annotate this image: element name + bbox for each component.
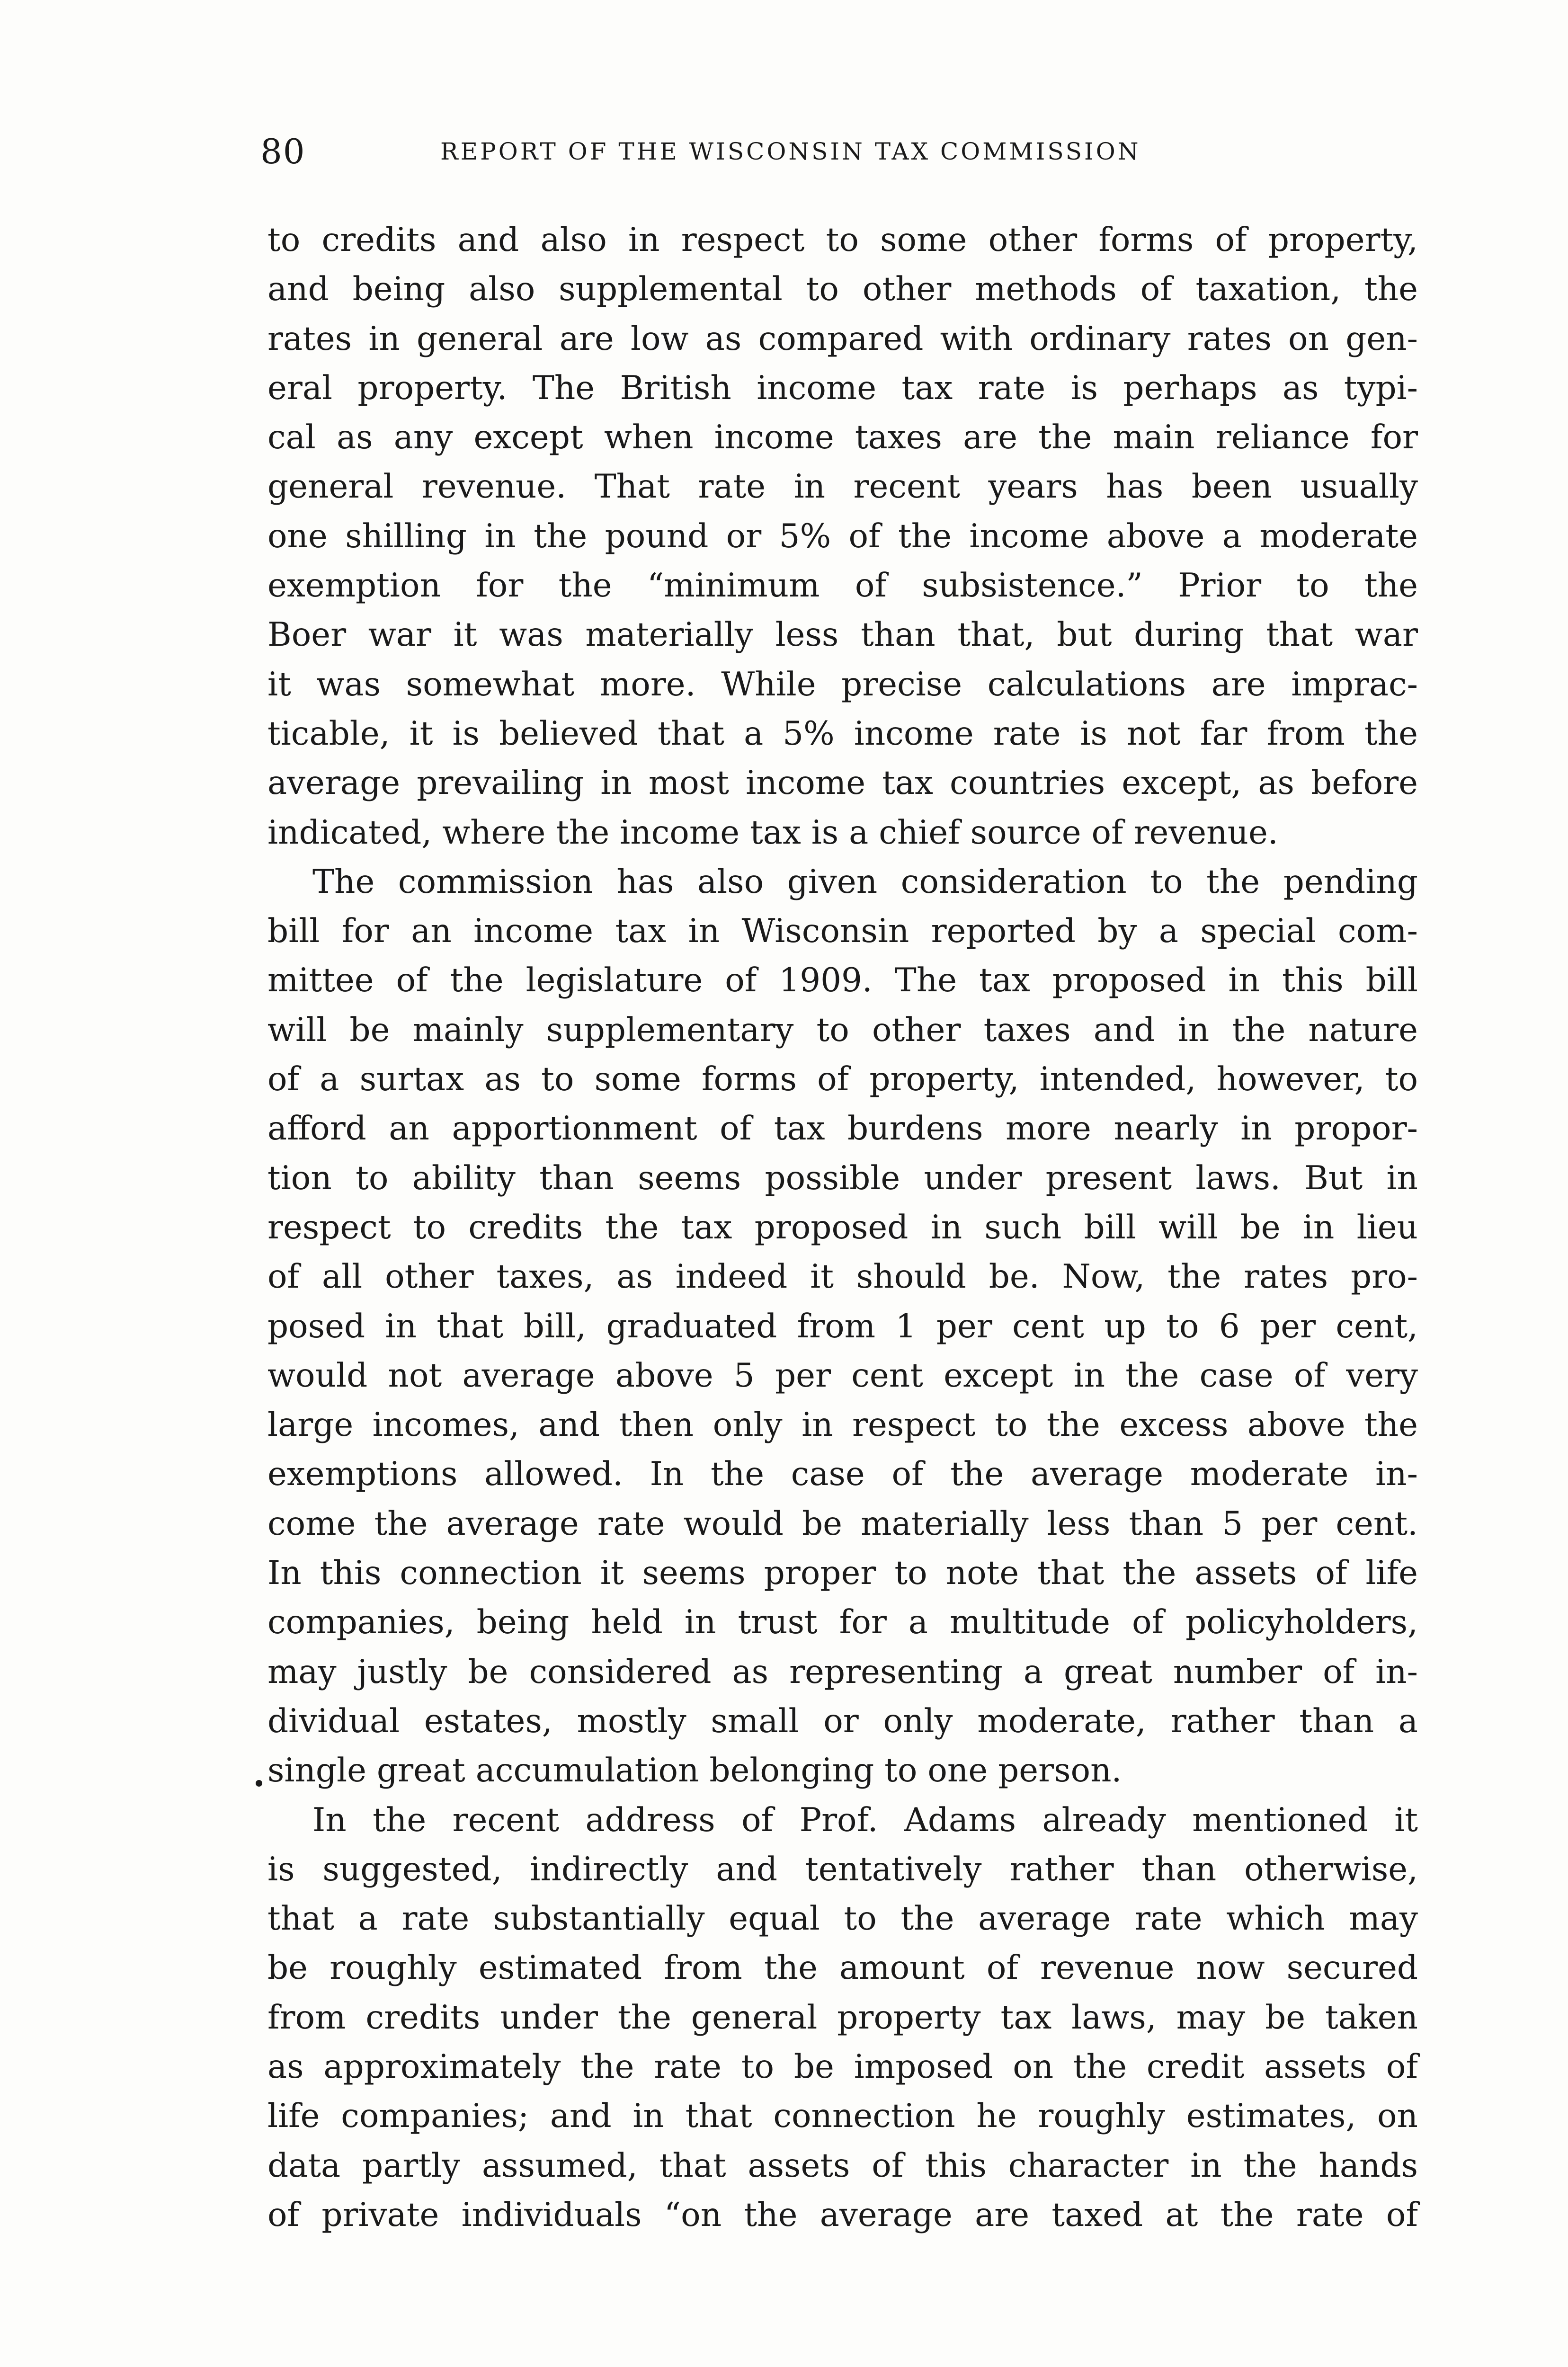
text-line: In this connection it seems proper to note that the assets of life — [267, 1554, 1418, 1593]
text-line: The commission has also given consideration to the pending — [312, 863, 1418, 901]
text-line: to credits and also in respect to some other forms of property, — [267, 221, 1418, 259]
text-line: companies, being held in trust for a multitude of policyholders, — [267, 1603, 1418, 1642]
text-line: one shilling in the pound or 5% of the income above a moderate — [267, 517, 1418, 555]
text-line: general revenue. That rate in recent years has been usually — [267, 468, 1418, 506]
text-line: life companies; and in that connection he roughly estimates, on — [267, 2097, 1418, 2136]
text-line: that a rate substantially equal to the average rate which may — [267, 1900, 1418, 1938]
text-line: it was somewhat more. While precise calculations are imprac- — [267, 665, 1418, 703]
text-line: of all other taxes, as indeed it should be. Now, the rates pro- — [267, 1258, 1418, 1296]
text-line: In the recent address of Prof. Adams already mentioned it — [312, 1801, 1418, 1839]
text-line: of a surtax as to some forms of property, intended, however, to — [267, 1060, 1418, 1099]
text-line: large incomes, and then only in respect to the excess above the — [267, 1406, 1418, 1444]
text-line: rates in general are low as compared with ordinary rates on gen- — [267, 320, 1418, 358]
text-line: be roughly estimated from the amount of revenue now secured — [267, 1949, 1418, 1987]
text-line: mittee of the legislature of 1909. The tax proposed in this bill — [267, 961, 1418, 1000]
text-line: posed in that bill, graduated from 1 per cent up to 6 per cent, — [267, 1307, 1418, 1345]
text-line: eral property. The British income tax rate is perhaps as typi- — [267, 369, 1418, 407]
text-line: come the average rate would be materially less than 5 per cent. — [267, 1504, 1418, 1543]
ink-dot-mark — [256, 1780, 262, 1787]
text-line: would not average above 5 per cent except in the case of very — [267, 1356, 1418, 1395]
text-line: dividual estates, mostly small or only moderate, rather than a — [267, 1702, 1418, 1740]
text-line: afford an apportionment of tax burdens more nearly in propor- — [267, 1110, 1418, 1148]
text-line: is suggested, indirectly and tentatively rather than otherwise, — [267, 1850, 1418, 1888]
text-line: will be mainly supplementary to other taxes and in the nature — [267, 1011, 1418, 1049]
text-line: average prevailing in most income tax countries except, as before — [267, 764, 1418, 802]
text-line: bill for an income tax in Wisconsin reported by a special com- — [267, 912, 1418, 951]
text-line: ticable, it is believed that a 5% income rate is not far from the — [267, 714, 1418, 753]
text-line: exemptions allowed. In the case of the average moderate in- — [267, 1455, 1418, 1494]
body-text — [267, 215, 1418, 2240]
text-line: single great accumulation belonging to one person. — [267, 1752, 1122, 1790]
page-header — [260, 128, 1434, 175]
text-line: may justly be considered as representing a great number of in- — [267, 1653, 1418, 1691]
text-line: data partly assumed, that assets of this character in the hands — [267, 2146, 1418, 2185]
text-line: indicated, where the income tax is a chief source of revenue. — [267, 813, 1278, 852]
text-line: respect to credits the tax proposed in such bill will be in lieu — [267, 1208, 1418, 1246]
text-line: exemption for the “minimum of subsistence.” Prior to the — [267, 567, 1418, 605]
text-line: as approximately the rate to be imposed on the credit assets of — [267, 2047, 1418, 2086]
text-line: from credits under the general property tax laws, may be taken — [267, 1998, 1418, 2037]
running-head: REPORT OF THE WISCONSIN TAX COMMISSION — [440, 138, 1141, 165]
text-line: tion to ability than seems possible under present laws. But in — [267, 1159, 1418, 1197]
text-line: of private individuals “on the average are taxed at the rate of — [267, 2196, 1418, 2234]
page-number: 80 — [260, 132, 306, 171]
text-line: cal as any except when income taxes are the main reliance for — [267, 418, 1418, 457]
text-line: Boer war it was materially less than that, but during that war — [267, 616, 1418, 654]
text-line: and being also supplemental to other methods of taxation, the — [267, 270, 1418, 309]
